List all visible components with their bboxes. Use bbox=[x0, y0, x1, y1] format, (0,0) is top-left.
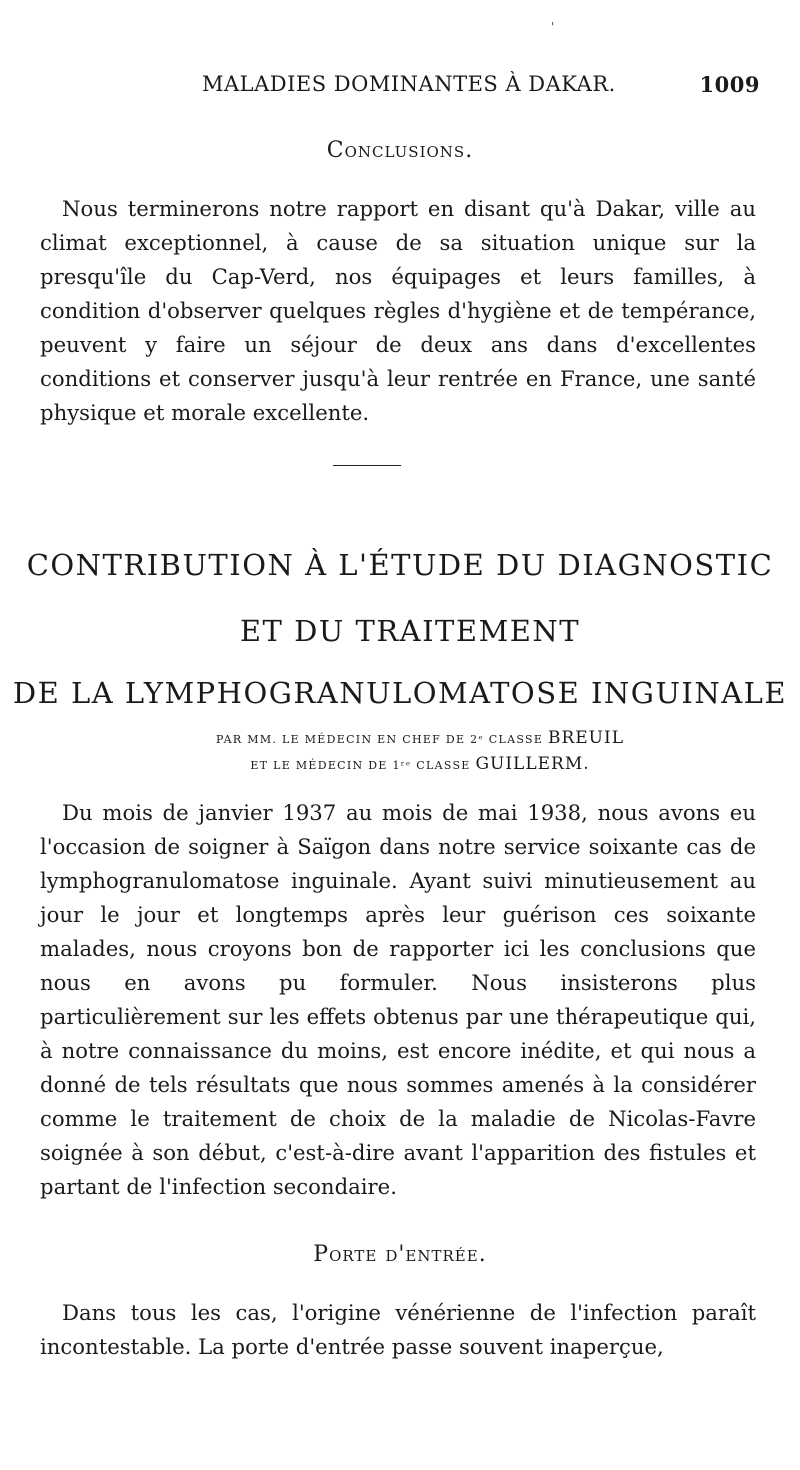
byline-prefix-2: ET LE MÉDECIN DE 1ʳᵉ CLASSE bbox=[250, 759, 471, 772]
running-header bbox=[40, 72, 760, 106]
byline-prefix-1: PAR MM. LE MÉDECIN EN CHEF DE 2ᵉ CLASSE bbox=[215, 733, 544, 746]
article-title-line-1: CONTRIBUTION À L'ÉTUDE DU DIAGNOSTIC bbox=[26, 548, 774, 582]
porte-entree-heading: Porte d'entrée. bbox=[313, 1242, 487, 1267]
conclusions-heading: Conclusions. bbox=[326, 138, 474, 163]
conclusions-paragraph: Nous terminerons notre rapport en disant qu'à Dakar, ville au climat exceptionnel, à cause de sa situation unique sur la presqu'île du Cap-Verd, nos équipages et leurs familles, à condition d'observer quelques règles d'hygiène et de tempérance, peuvent y faire un séjour de deux ans dans d'excellentes conditions et conserver jusqu'à leur rentrée en France, une santé physique et morale excellente. bbox=[40, 196, 756, 425]
section-divider bbox=[333, 465, 401, 466]
page-number: 1009 bbox=[699, 72, 760, 97]
article-title-line-2: ET DU TRAITEMENT bbox=[239, 614, 581, 648]
porte-entree-paragraph: Dans tous les cas, l'origine vénérienne de l'infection paraît incontestable. La porte d'entrée passe souvent inaperçue, bbox=[40, 1300, 756, 1359]
byline-line-2 bbox=[20, 754, 800, 774]
margin-speck: ' bbox=[551, 20, 555, 34]
intro-paragraph: Du mois de janvier 1937 au mois de mai 1938, nous avons eu l'occasion de soigner à Saïgon dans notre service soixante cas de lymphogranulomatose inguinale. Ayant suivi minutieusement au jour le jour et longtemps après leur guérison ces soixante malades, nous croyons bon de rapporter ici les conclusions que nous en avons pu formuler. Nous insisterons plus particulièrement sur les effets obtenus par une thérapeutique qui, à notre connaissance du moins, est encore inédite, et qui nous a donné de tels résultats que nous sommes amenés à la considérer comme le traitement de choix de la maladie de Nicolas-Favre soignée à son début, c'est-à-dire avant l'apparition des fistules et partant de l'infection secondaire. bbox=[40, 800, 756, 1199]
running-title: MALADIES DOMINANTES À DAKAR. bbox=[202, 72, 616, 96]
byline-line-1 bbox=[20, 728, 800, 748]
author-breuil: BREUIL bbox=[547, 728, 625, 748]
author-guillerm: GUILLERM. bbox=[475, 754, 590, 774]
article-title-line-3: DE LA LYMPHOGRANULOMATOSE INGUINALE bbox=[12, 676, 788, 710]
